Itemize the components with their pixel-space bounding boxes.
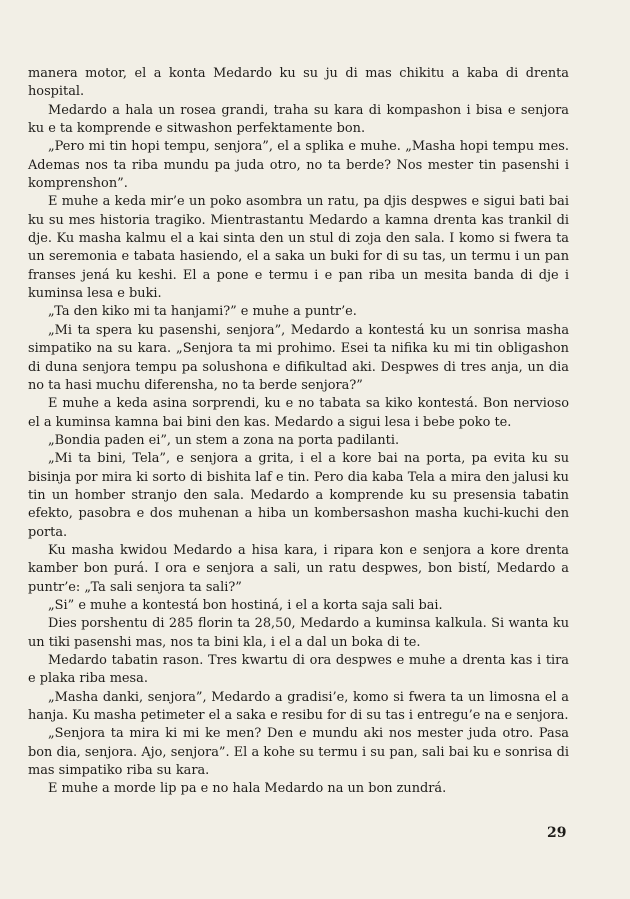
paragraph: „Masha danki, senjora”, Medardo a gradisi’e, komo si fwera ta un limosna el a hanja. Ku masha petimeter el a saka e resibu for di su tas i entregu’e na e senjora.: [28, 689, 569, 724]
paragraph: E muhe a keda asina sorprendi, ku e no tabata sa kiko kontestá. Bon nervioso el a kuminsa kamna bai bini den kas. Medardo a sigui lesa i bebe poko te.: [28, 396, 569, 430]
paragraph: Dies porshentu di 285 florin ta 28,50, Medardo a kuminsa kalkula. Si wanta ku un tiki pasenshi mas, nos ta bini kla, i el a dal un boka di te.: [28, 616, 569, 650]
paragraph: E muhe a morde lip pa e no hala Medardo na un bon zundrá.: [48, 781, 447, 797]
body-text: [28, 65, 569, 799]
paragraph: Medardo a hala un rosea grandi, traha su kara di kompashon i bisa e senjora ku e ta komprende e sitwashon perfektamente bon.: [28, 102, 569, 137]
paragraph: Medardo tabatin rason. Tres kwartu di ora despwes e muhe a drenta kas i tira e plaka riba mesa.: [28, 653, 569, 687]
paragraph: „Ta den kiko mi ta hanjami?” e muhe a puntr’e.: [48, 304, 357, 320]
paragraph: E muhe a keda mir’e un poko asombra un ratu, pa djis despwes e sigui bati bai ku su mes historia tragiko. Mientrastantu Medardo a kamna drenta kas trankil di dje. Ku masha kalmu el a kai sinta den un stul di zoja den sala. I komo si fwera ta un seremonia e tabata hasiendo, el a saka un buki for di su tas, un termu i un pan franses jená ku keshi. El a pone e termu i e pan riba un mesita banda di dje i kuminsa lesa e buki.: [28, 194, 569, 302]
paragraph: „Bondia paden ei”, un stem a zona na porta padilanti.: [48, 432, 400, 448]
paragraph: Ku masha kwidou Medardo a hisa kara, i ripara kon e senjora a kore drenta kamber bon purá. I ora e senjora a sali, un ratu despwes, bon bistí, Medardo a puntr’e: „Ta sali senjora ta sali?”: [28, 542, 569, 595]
paragraph: „Senjora ta mira ki mi ke men? Den e mundu aki nos mester juda otro. Pasa bon dia, senjora. Ajo, senjora”. El a kohe su termu i su pan, sali bai ku e sonrisa di mas simpatiko riba su kara.: [28, 726, 569, 779]
paragraph: manera motor, el a konta Medardo ku su ju di mas chikitu a kaba di drenta hospital.: [28, 66, 569, 100]
page-number: 29: [547, 825, 567, 841]
paragraph: „Pero mi tin hopi tempu, senjora”, el a splika e muhe. „Masha hopi tempu mes. Ademas nos ta riba mundu pa juda otro, no ta berde? Nos mester tin pasenshi i komprenshon”.: [28, 139, 569, 192]
paragraph: „Mi ta bini, Tela”, e senjora a grita, i el a kore bai na porta, pa evita ku su bisinja por mira ki sorto di bishita laf e tin. Pero dia kaba Tela a mira den jalusi ku tin un homber stranjo den sala. Medardo a komprende ku su presensia tabatin efekto, pasobra e dos muhenan a hiba un kombersashon masha kuchi-kuchi den porta.: [28, 451, 569, 540]
paragraph: „Mi ta spera ku pasenshi, senjora”, Medardo a kontestá ku un sonrisa masha simpatiko na su kara. „Senjora ta mi prohimo. Esei ta nifika ku mi tin obligashon di duna senjora tempu pa solushona e difikultad aki. Despwes di tres anja, un dia no ta hasi muchu diferensha, no ta berde senjora?”: [28, 322, 569, 393]
paragraph: „Si” e muhe a kontestá bon hostiná, i el a korta saja sali bai.: [48, 597, 443, 613]
